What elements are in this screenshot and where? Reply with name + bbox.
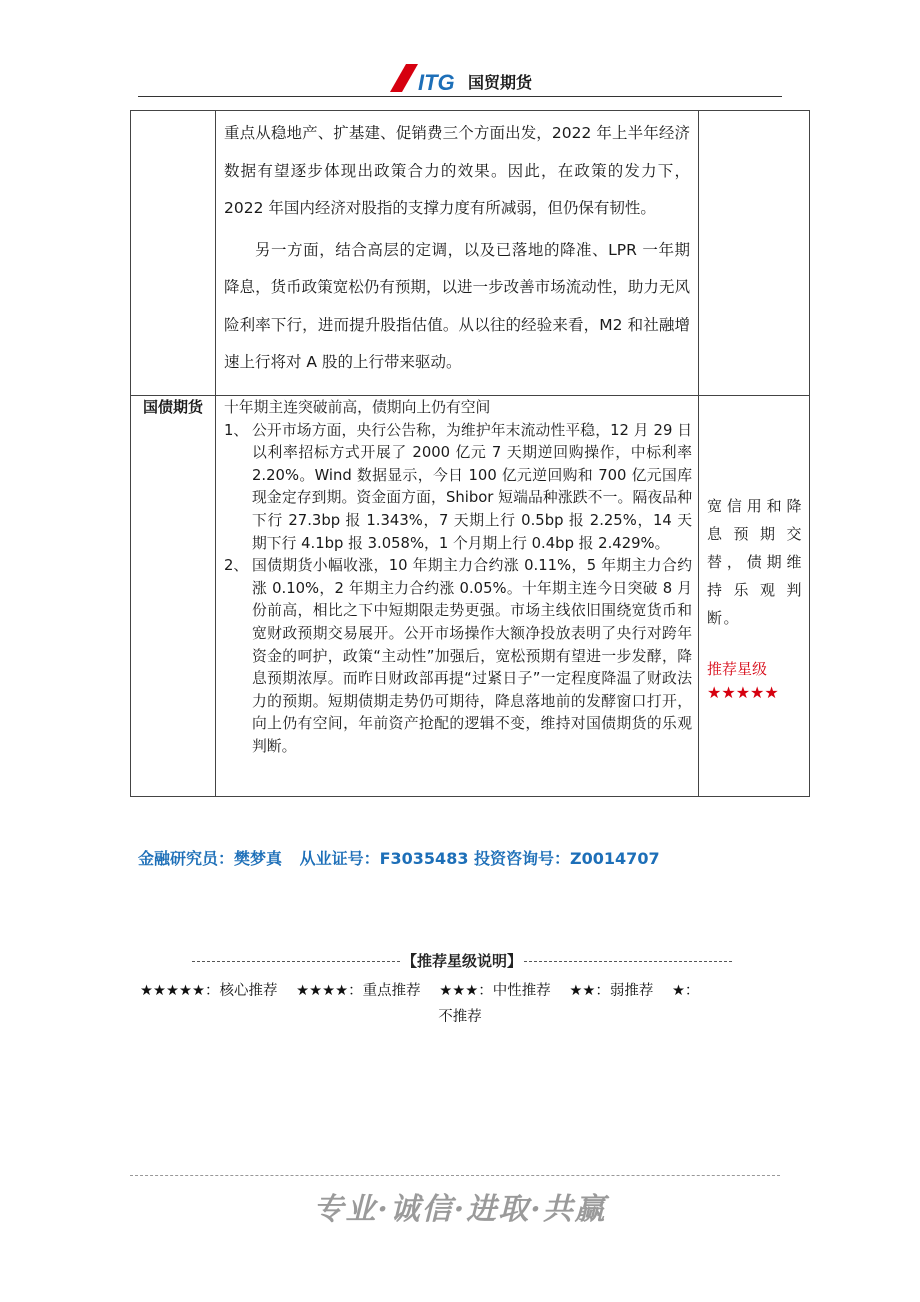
category-cell (131, 111, 216, 396)
analyst-info (138, 846, 672, 869)
table-row (131, 111, 810, 396)
paragraph: 重点从稳地产、扩基建、促销费三个方面出发，2022 年上半年经济数据有望逐步体现出政策合力的效果。因此，在政策的发力下，2022 年国内经济对股指的支撑力度有所减弱，但仍保有韧性。 (224, 124, 690, 217)
company-logo (388, 62, 532, 94)
analyst-cert: 从业证号：F3035483 (299, 849, 469, 868)
list-number: 2、 (224, 557, 249, 575)
list-text: 国债期货小幅收涨，10 年期主力合约涨 0.11%，5 年期主力合约涨 0.10%，2 年期主力合约涨 0.05%。十年期主连今日突破 8 月份前高，相比之下中短期限走势更强。市场主线依旧围绕宽货币和宽财政预期交易展开。公开市场操作大额净投放表明了央行对跨年资金的呵护，政策“主动性”加强后，宽松预期有望进一步发酵，降息预期浓厚。而昨日财政部再提“过紧日子”一定程度降温了财政法力的预期。短期债期走势仍可期待，降息落地前的发酵窗口打开，向上仍有空间，年前资产抢配的逻辑不变，维持对国债期货的乐观判断。 (252, 557, 692, 755)
legend-entry: ★★：弱推荐 (569, 983, 654, 999)
legend-entry: ★★★★：重点推荐 (296, 983, 421, 999)
list-number: 1、 (224, 421, 249, 439)
legend-entry: ★★★：中性推荐 (439, 983, 551, 999)
analyst-consult: 投资咨询号：Z0014707 (474, 849, 660, 868)
legend-entries (140, 978, 780, 1005)
list-item (224, 420, 692, 556)
content-cell (216, 111, 699, 396)
view-summary: 宽信用和降息预期交替，债期维持乐观判断。 (707, 497, 803, 627)
section-title: 十年期主连突破前高，债期向上仍有空间 (224, 399, 491, 416)
report-table (130, 110, 810, 797)
category-cell: 国债期货 (131, 396, 216, 797)
svg-text:ITG: ITG (418, 70, 455, 94)
footer-divider (130, 1175, 780, 1176)
paragraph: 另一方面，结合高层的定调，以及已落地的降准、LPR 一年期降息，货币政策宽松仍有预期，以进一步改善市场流动性，助力无风险利率下行，进而提升股指估值。从以往的经验来看，M2 和社融增速上行将对 A 股的上行带来驱动。 (224, 240, 690, 371)
divider (192, 961, 400, 962)
analyst-name: 金融研究员：樊梦真 (138, 849, 283, 868)
legend-title: 【推荐星级说明】 (402, 952, 523, 970)
footer-slogan: 专业·诚信·进取·共赢 (313, 1192, 607, 1227)
content-cell (216, 396, 699, 797)
legend-entry-continued: 不推荐 (438, 1009, 482, 1025)
legend-entry: ★★★★★：核心推荐 (140, 983, 278, 999)
list-item (224, 555, 692, 758)
list-text: 公开市场方面，央行公告称，为维护年末流动性平稳，12 月 29 日以利率招标方式开展了 2000 亿元 7 天期逆回购操作，中标利率 2.20%。Wind 数据显示，今日 100 亿元逆回购和 700 亿元国库现金定存到期。资金面方面，Shibor 短端品种涨跌不一。隔夜品种下行 27.3bp 报 1.343%，7 天期上行 0.5bp 报 2.25%，14 天期下行 4.1bp 报 3.058%，1 个月期上行 0.4bp 报 2.429%。 (252, 421, 692, 552)
rating-stars: ★★★★★ (707, 683, 779, 702)
legend-header (192, 950, 732, 971)
table-row (131, 396, 810, 797)
view-cell (699, 396, 810, 797)
view-cell (699, 111, 810, 396)
rating-label: 推荐星级 (707, 660, 768, 678)
header-divider (138, 96, 782, 97)
itg-logo-icon (388, 62, 464, 94)
company-name: 国贸期货 (468, 72, 533, 92)
legend-entry: ★： (671, 983, 700, 999)
divider (524, 961, 732, 962)
